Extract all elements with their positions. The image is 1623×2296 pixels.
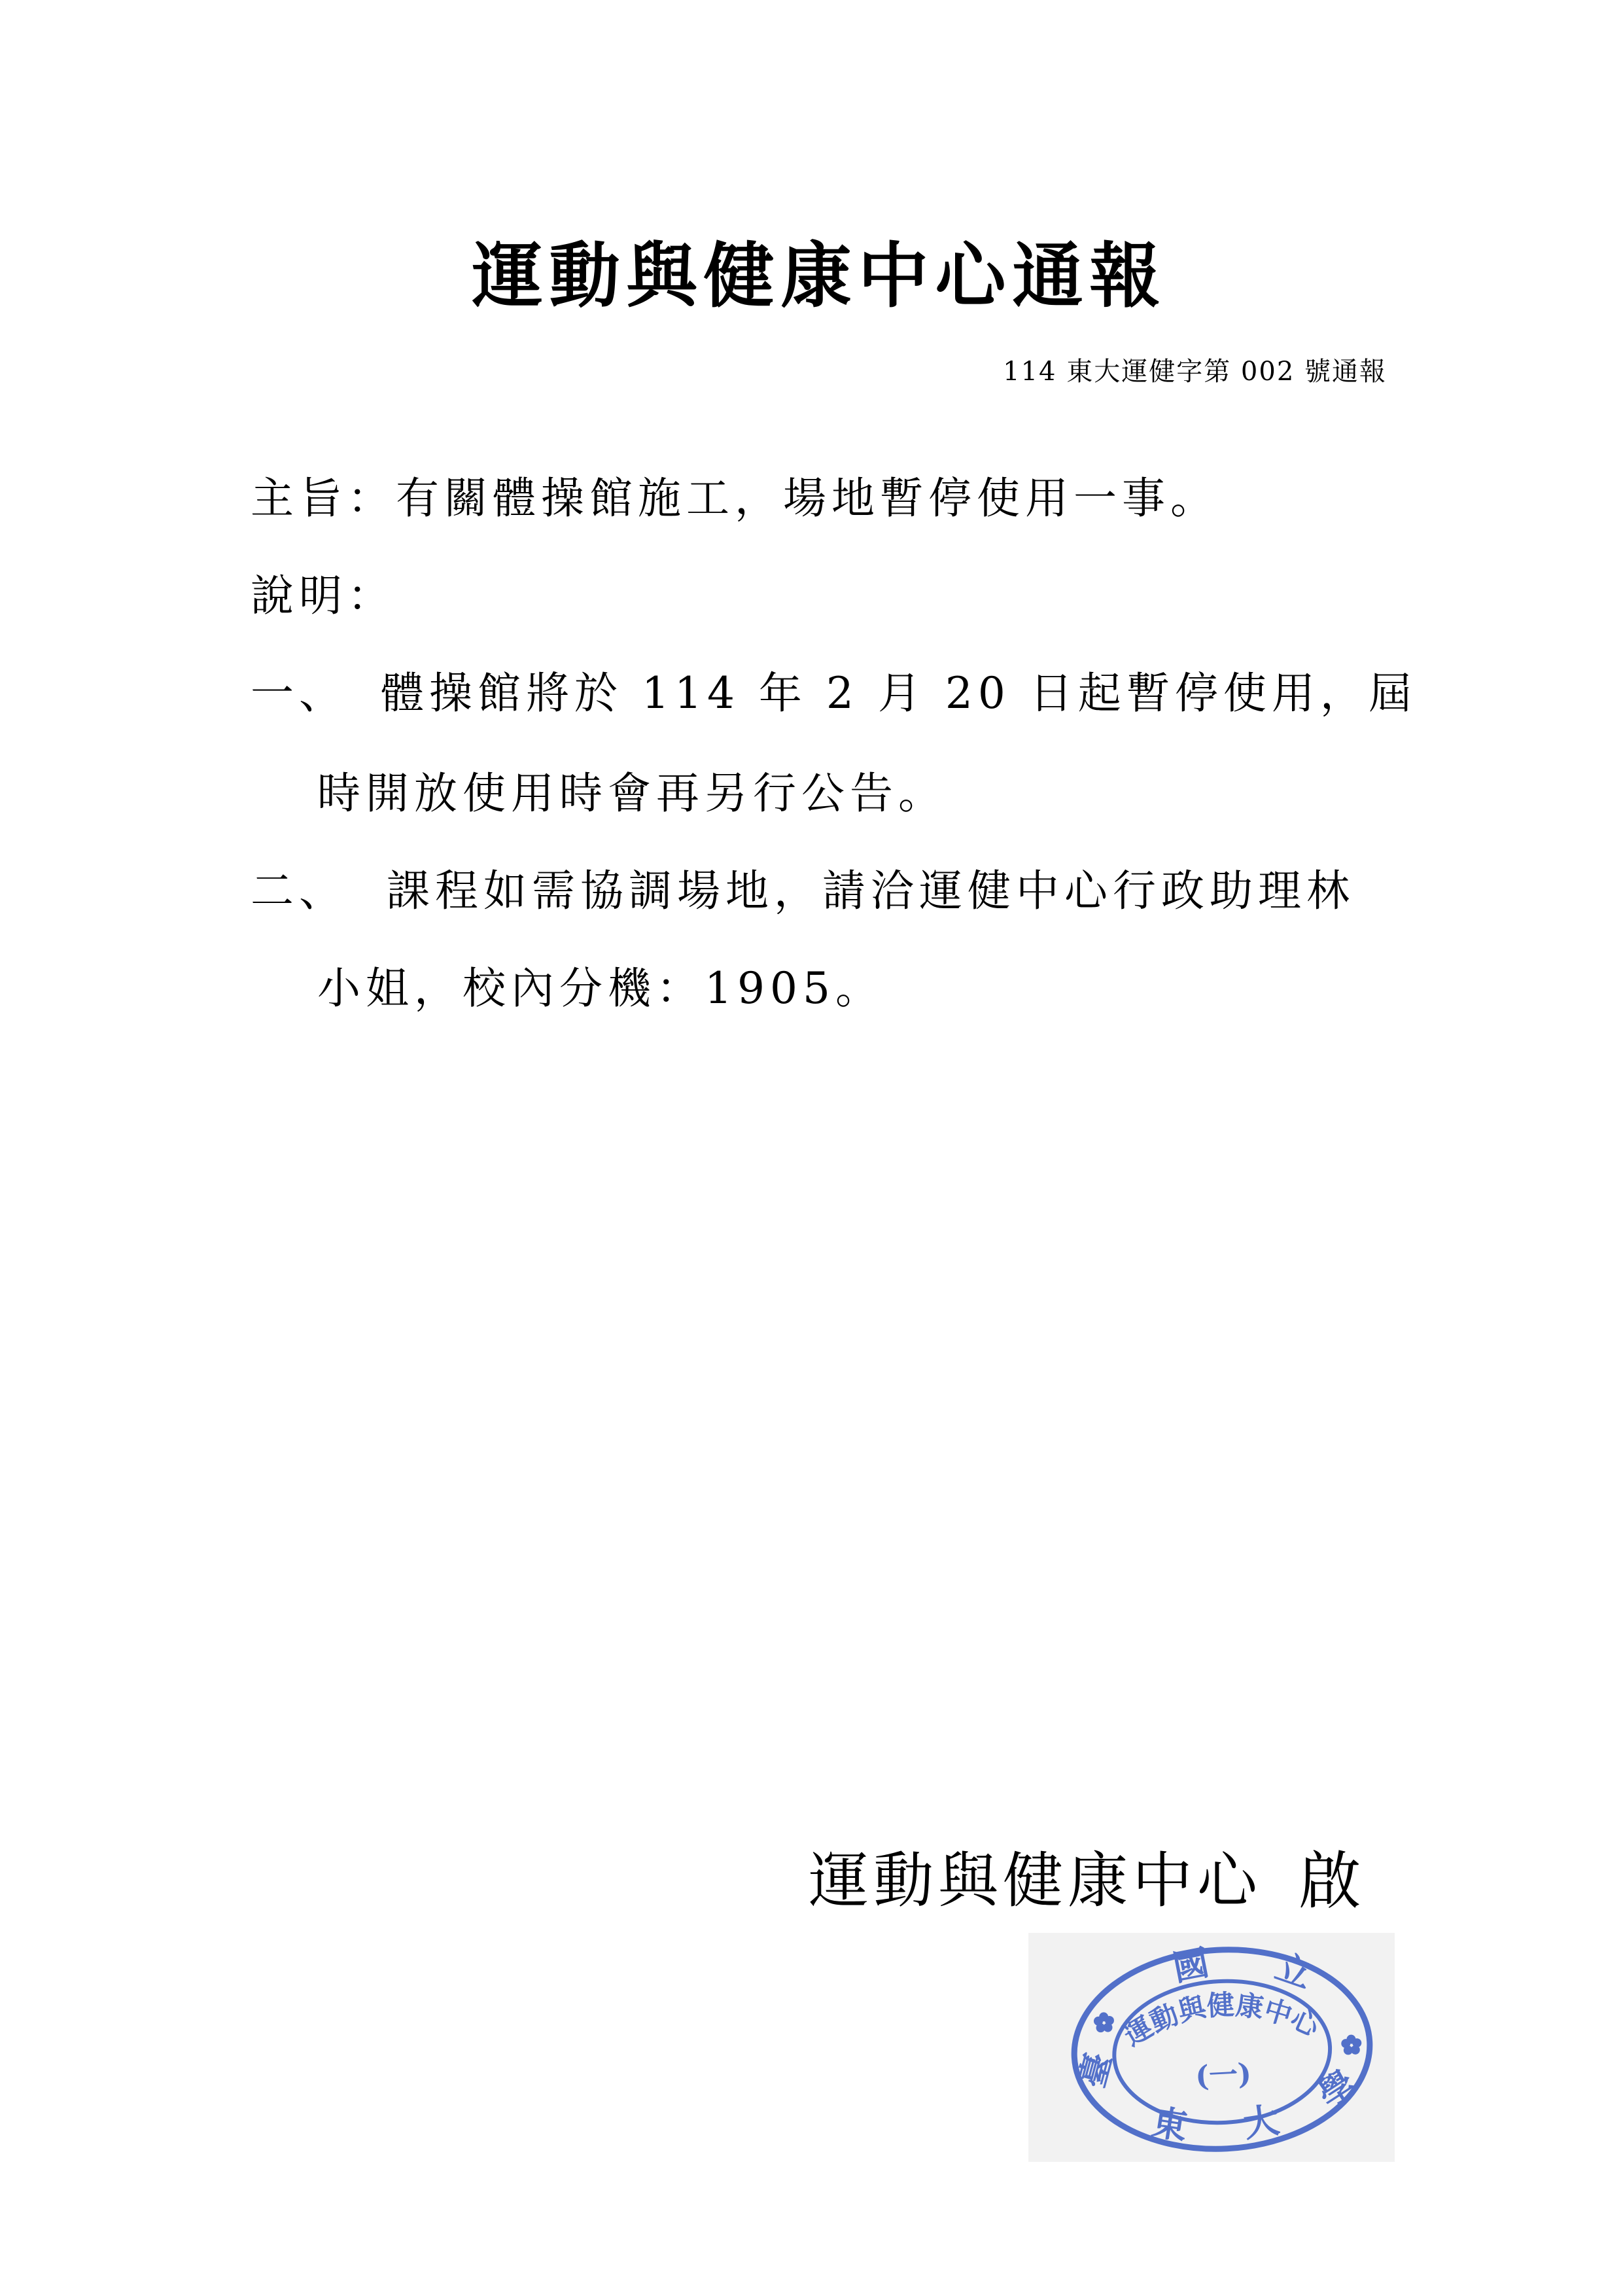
seal-outer-char: 臺 [1072,2049,1120,2093]
document-number: 114 東大運健字第 002 號通報 [1003,357,1387,387]
seal-outer-char: 東 [1149,2100,1191,2148]
seal-outer-char: 大 [1240,2098,1282,2146]
list-item-text-continued: 時開放使用時會再另行公告。 [317,768,947,819]
seal-outer-char: 立 [1270,1945,1318,1997]
seal-outer-char: 國 [1169,1941,1212,1989]
list-item-text-continued: 小姐，校內分機：1905。 [317,963,884,1014]
page-title: 運動與健康中心通報 [472,235,1167,317]
signature-org: 運動與健康中心 [809,1846,1263,1916]
signature-closing: 啟 [1299,1845,1366,1918]
seal-scan-background [1028,1933,1395,2162]
explanation-label: 說明： [251,571,396,621]
seal-outer-char: 學 [1310,2062,1363,2117]
list-item-text: 課程如需協調場地，請洽運健中心行政助理林 [387,866,1355,916]
list-item-marker: 一、 [251,668,347,718]
seal-inner-name-text: 運動與健康中心 [1118,1988,1325,2052]
official-seal [1028,1933,1395,2162]
seal-inner-number: (一) [1194,2057,1253,2094]
subject-line: 主旨：有關體操館施工，場地暫停使用一事。 [251,473,1219,523]
list-item-text: 體操館將於 114 年 2 月 20 日起暫停使用，屆 [381,668,1417,718]
list-item-marker: 二、 [251,866,347,916]
